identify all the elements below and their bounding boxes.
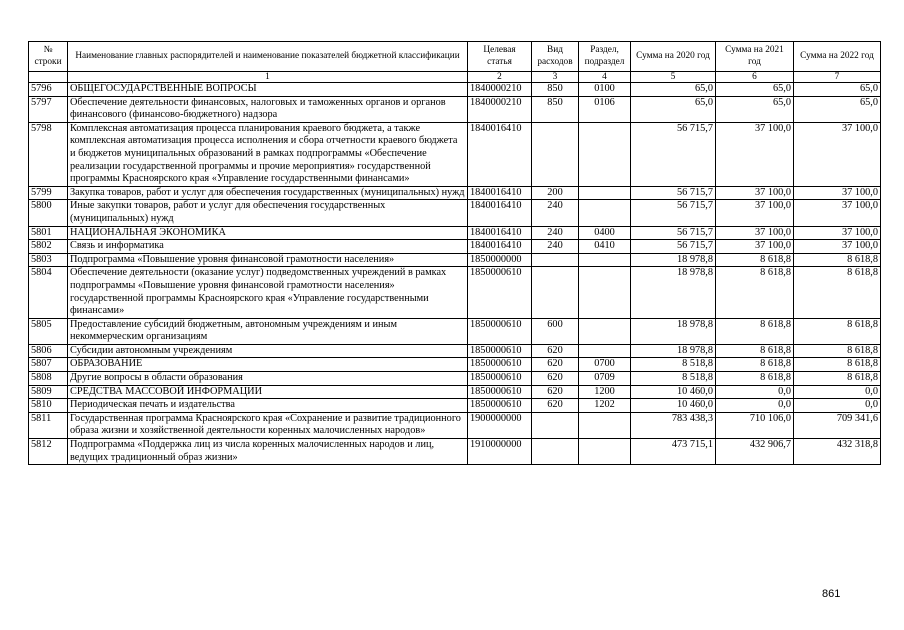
row-name: Периодическая печать и издательства: [68, 399, 468, 413]
row-sum-2022: 37 100,0: [794, 240, 881, 254]
row-expense-type: 620: [532, 372, 579, 386]
row-expense-type: 620: [532, 344, 579, 358]
row-sum-2020: 8 518,8: [631, 372, 716, 386]
row-name: Субсидии автономным учреждениям: [68, 344, 468, 358]
row-sum-2022: 8 618,8: [794, 253, 881, 267]
row-section: 0106: [579, 96, 631, 122]
row-sum-2020: 56 715,7: [631, 240, 716, 254]
row-name: Обеспечение деятельности финансовых, налоговых и таможенных органов и органов финансового (финансово-бюджетного) надзора: [68, 96, 468, 122]
row-sum-2022: 8 618,8: [794, 344, 881, 358]
row-number: 5799: [29, 186, 68, 200]
row-target-article: 1840000210: [468, 83, 532, 97]
row-name: Обеспечение деятельности (оказание услуг) подведомственных учреждений в рамках подпрограммы «Повышение уровня финансовой грамотности населения» государственной программы Красноярского края «Управление государственными финансами»: [68, 267, 468, 318]
row-sum-2020: 18 978,8: [631, 344, 716, 358]
row-target-article: 1850000610: [468, 385, 532, 399]
row-sum-2020: 783 438,3: [631, 412, 716, 438]
row-number: 5812: [29, 439, 68, 465]
row-sum-2021: 8 618,8: [716, 372, 794, 386]
table-row: [29, 240, 881, 254]
header-type: Вид расходов: [532, 42, 579, 72]
row-expense-type: 850: [532, 83, 579, 97]
row-sum-2020: 10 460,0: [631, 399, 716, 413]
row-sum-2021: 710 106,0: [716, 412, 794, 438]
row-sum-2021: 8 618,8: [716, 253, 794, 267]
table-row: [29, 122, 881, 186]
row-sum-2021: 37 100,0: [716, 122, 794, 186]
row-sum-2021: 37 100,0: [716, 200, 794, 226]
row-sum-2021: 37 100,0: [716, 240, 794, 254]
row-expense-type: [532, 122, 579, 186]
row-name: Связь и информатика: [68, 240, 468, 254]
row-section: 0700: [579, 358, 631, 372]
table-row: [29, 83, 881, 97]
row-number: 5805: [29, 318, 68, 344]
row-name: ОБЩЕГОСУДАРСТВЕННЫЕ ВОПРОСЫ: [68, 83, 468, 97]
row-expense-type: 200: [532, 186, 579, 200]
row-number: 5801: [29, 226, 68, 240]
row-number: 5811: [29, 412, 68, 438]
row-sum-2020: 56 715,7: [631, 226, 716, 240]
row-sum-2020: 8 518,8: [631, 358, 716, 372]
row-target-article: 1840016410: [468, 186, 532, 200]
row-sum-2022: 37 100,0: [794, 186, 881, 200]
row-target-article: 1850000610: [468, 267, 532, 318]
row-name: Подпрограмма «Повышение уровня финансовой грамотности населения»: [68, 253, 468, 267]
row-target-article: 1840000210: [468, 96, 532, 122]
row-section: [579, 267, 631, 318]
row-expense-type: 620: [532, 358, 579, 372]
row-sum-2022: 709 341,6: [794, 412, 881, 438]
row-name: НАЦИОНАЛЬНАЯ ЭКОНОМИКА: [68, 226, 468, 240]
row-number: 5800: [29, 200, 68, 226]
row-sum-2022: 65,0: [794, 83, 881, 97]
table-row: [29, 358, 881, 372]
row-name: Подпрограмма «Поддержка лиц из числа коренных малочисленных народов и лиц, ведущих традиционный образ жизни»: [68, 439, 468, 465]
row-name: Закупка товаров, работ и услуг для обеспечения государственных (муниципальных) нужд: [68, 186, 468, 200]
row-number: 5808: [29, 372, 68, 386]
row-sum-2022: 8 618,8: [794, 267, 881, 318]
row-target-article: 1840016410: [468, 122, 532, 186]
row-sum-2022: 8 618,8: [794, 318, 881, 344]
column-number: 1: [68, 72, 468, 83]
row-expense-type: [532, 253, 579, 267]
row-sum-2021: 65,0: [716, 83, 794, 97]
table-row: [29, 253, 881, 267]
row-section: 0400: [579, 226, 631, 240]
row-sum-2020: 56 715,7: [631, 122, 716, 186]
row-sum-2021: 8 618,8: [716, 344, 794, 358]
row-sum-2021: 8 618,8: [716, 318, 794, 344]
row-target-article: 1900000000: [468, 412, 532, 438]
table-row: [29, 200, 881, 226]
row-section: 0410: [579, 240, 631, 254]
row-expense-type: [532, 267, 579, 318]
row-target-article: 1840016410: [468, 200, 532, 226]
table-row: [29, 186, 881, 200]
row-sum-2020: 65,0: [631, 83, 716, 97]
row-sum-2021: 0,0: [716, 399, 794, 413]
column-number: 4: [579, 72, 631, 83]
column-number-row: [29, 72, 881, 83]
column-number: 2: [468, 72, 532, 83]
row-sum-2022: 37 100,0: [794, 122, 881, 186]
table-row: [29, 318, 881, 344]
row-expense-type: 620: [532, 399, 579, 413]
row-sum-2021: 432 906,7: [716, 439, 794, 465]
row-name: Другие вопросы в области образования: [68, 372, 468, 386]
column-number: 6: [716, 72, 794, 83]
column-number: 5: [631, 72, 716, 83]
row-sum-2022: 8 618,8: [794, 372, 881, 386]
row-expense-type: 620: [532, 385, 579, 399]
row-sum-2021: 37 100,0: [716, 226, 794, 240]
row-number: 5797: [29, 96, 68, 122]
row-sum-2021: 0,0: [716, 385, 794, 399]
row-target-article: 1840016410: [468, 226, 532, 240]
row-sum-2020: 18 978,8: [631, 318, 716, 344]
row-number: 5806: [29, 344, 68, 358]
row-section: [579, 122, 631, 186]
row-section: [579, 200, 631, 226]
table-row: [29, 267, 881, 318]
row-section: 1200: [579, 385, 631, 399]
row-section: [579, 439, 631, 465]
row-number: 5796: [29, 83, 68, 97]
row-name: Комплексная автоматизация процесса планирования краевого бюджета, а также комплексная автоматизация процесса исполнения и сбора отчетности краевого бюджета и бюджетов муниципальных образований в рамках подпрограммы «Обеспечение реализации государственной программы и прочие мероприятия» государственной программы Красноярского края «Управление государственными финансами»: [68, 122, 468, 186]
column-number: [29, 72, 68, 83]
table-row: [29, 344, 881, 358]
row-sum-2020: 18 978,8: [631, 253, 716, 267]
row-target-article: 1850000610: [468, 372, 532, 386]
row-sum-2022: 0,0: [794, 399, 881, 413]
row-sum-2021: 8 618,8: [716, 358, 794, 372]
row-expense-type: 240: [532, 226, 579, 240]
row-sum-2021: 65,0: [716, 96, 794, 122]
header-name: Наименование главных распорядителей и наименование показателей бюджетной классификации: [68, 42, 468, 72]
row-name: ОБРАЗОВАНИЕ: [68, 358, 468, 372]
row-sum-2021: 37 100,0: [716, 186, 794, 200]
row-number: 5802: [29, 240, 68, 254]
row-sum-2022: 0,0: [794, 385, 881, 399]
row-section: [579, 253, 631, 267]
row-section: [579, 412, 631, 438]
row-expense-type: 240: [532, 240, 579, 254]
header-target: Целевая статья: [468, 42, 532, 72]
row-sum-2020: 65,0: [631, 96, 716, 122]
table-row: [29, 439, 881, 465]
table-row: [29, 385, 881, 399]
row-name: Государственная программа Красноярского края «Сохранение и развитие традиционного образа жизни и хозяйственной деятельности коренных малочисленных народов»: [68, 412, 468, 438]
row-section: [579, 318, 631, 344]
row-target-article: 1850000610: [468, 318, 532, 344]
row-number: 5803: [29, 253, 68, 267]
row-expense-type: 600: [532, 318, 579, 344]
row-number: 5804: [29, 267, 68, 318]
row-name: СРЕДСТВА МАССОВОЙ ИНФОРМАЦИИ: [68, 385, 468, 399]
row-section: 1202: [579, 399, 631, 413]
row-number: 5807: [29, 358, 68, 372]
row-sum-2021: 8 618,8: [716, 267, 794, 318]
row-sum-2022: 8 618,8: [794, 358, 881, 372]
row-sum-2022: 65,0: [794, 96, 881, 122]
row-sum-2022: 37 100,0: [794, 226, 881, 240]
header-sum-2021: Сумма на 2021 год: [716, 42, 794, 72]
row-sum-2020: 56 715,7: [631, 186, 716, 200]
row-sum-2022: 37 100,0: [794, 200, 881, 226]
row-sum-2020: 56 715,7: [631, 200, 716, 226]
table-row: [29, 399, 881, 413]
row-expense-type: [532, 439, 579, 465]
table-body: [29, 83, 881, 465]
row-sum-2020: 473 715,1: [631, 439, 716, 465]
column-number: 7: [794, 72, 881, 83]
row-target-article: 1840016410: [468, 240, 532, 254]
table-row: [29, 412, 881, 438]
row-section: 0100: [579, 83, 631, 97]
row-target-article: 1850000610: [468, 399, 532, 413]
header-section: Раздел, подраздел: [579, 42, 631, 72]
table-row: [29, 372, 881, 386]
row-expense-type: 240: [532, 200, 579, 226]
table-row: [29, 96, 881, 122]
row-number: 5798: [29, 122, 68, 186]
row-target-article: 1850000000: [468, 253, 532, 267]
row-expense-type: [532, 412, 579, 438]
row-target-article: 1850000610: [468, 358, 532, 372]
row-section: 0709: [579, 372, 631, 386]
row-expense-type: 850: [532, 96, 579, 122]
header-row: [29, 42, 881, 72]
table-row: [29, 226, 881, 240]
row-target-article: 1910000000: [468, 439, 532, 465]
row-target-article: 1850000610: [468, 344, 532, 358]
row-sum-2020: 10 460,0: [631, 385, 716, 399]
row-section: [579, 186, 631, 200]
row-sum-2022: 432 318,8: [794, 439, 881, 465]
row-section: [579, 344, 631, 358]
budget-table: [28, 41, 881, 465]
page-number: 861: [822, 588, 841, 600]
row-name: Предоставление субсидий бюджетным, автономным учреждениям и иным некоммерческим организациям: [68, 318, 468, 344]
header-num: № строки: [29, 42, 68, 72]
row-number: 5810: [29, 399, 68, 413]
row-number: 5809: [29, 385, 68, 399]
column-number: 3: [532, 72, 579, 83]
header-sum-2020: Сумма на 2020 год: [631, 42, 716, 72]
header-sum-2022: Сумма на 2022 год: [794, 42, 881, 72]
row-sum-2020: 18 978,8: [631, 267, 716, 318]
row-name: Иные закупки товаров, работ и услуг для обеспечения государственных (муниципальных) нужд: [68, 200, 468, 226]
